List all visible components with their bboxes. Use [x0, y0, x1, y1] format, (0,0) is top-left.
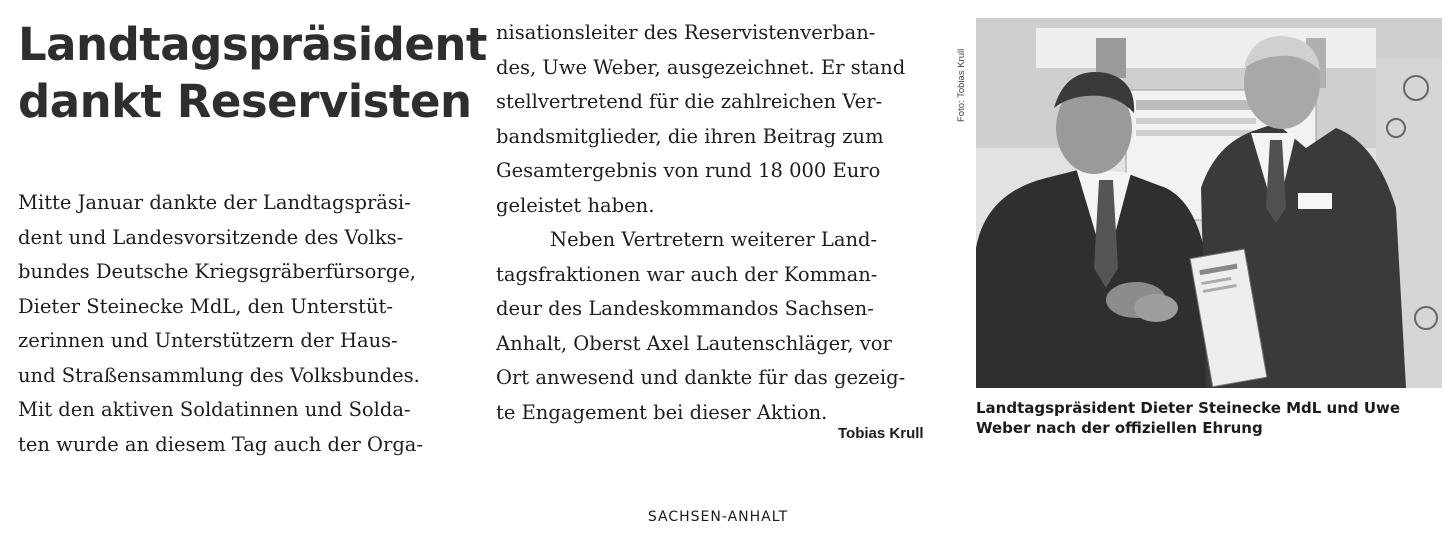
text-line: Ort anwesend und dankte für das gezeig-	[496, 366, 906, 389]
text-line: dent und Landesvorsitzende des Volks-	[18, 225, 404, 249]
text-line: bandsmitglieder, die ihren Beitrag zum	[496, 124, 884, 148]
byline: Tobias Krull	[838, 425, 924, 442]
text-line: des, Uwe Weber, ausgezeichnet. Er stand	[496, 55, 906, 79]
text-line: nisationsleiter des Reservistenverban-	[496, 21, 876, 44]
text-line: bundes Deutsche Kriegsgräberfürsorge,	[18, 260, 416, 283]
text-line: tagsfraktionen war auch der Komman-	[496, 262, 878, 286]
text-line: und Straßensammlung des Volksbundes.	[18, 363, 420, 387]
text-line: Mitte Januar dankte der Landtagspräsi-	[18, 191, 411, 214]
caption-line: Weber nach der offiziellen Ehrung	[976, 419, 1263, 437]
text-line: Mit den aktiven Soldatinnen und Solda-	[18, 398, 411, 421]
article-column-1	[18, 186, 468, 462]
article-photo	[976, 18, 1442, 388]
photo-credit: Foto: Tobias Krull	[956, 48, 967, 122]
text-line: Gesamtergebnis von rund 18 000 Euro	[496, 159, 881, 182]
article-column-2	[496, 16, 946, 430]
headline-line-1: Landtagspräsident	[18, 18, 487, 71]
text-line: te Engagement bei dieser Aktion.	[496, 400, 828, 424]
text-line: geleistet haben.	[496, 193, 655, 217]
text-line: stellvertretend für die zahlreichen Ver-	[496, 90, 883, 113]
text-line: Dieter Steinecke MdL, den Unterstüt-	[18, 294, 393, 318]
photo-caption	[976, 398, 1446, 438]
headline-line-2: dankt Reservisten	[18, 75, 472, 128]
text-line: deur des Landeskommandos Sachsen-	[496, 297, 874, 320]
headline	[18, 16, 487, 130]
caption-line: Landtagspräsident Dieter Steinecke MdL und Uwe	[976, 399, 1401, 417]
text-line: ten wurde an diesem Tag auch der Orga-	[18, 432, 424, 456]
text-line: Anhalt, Oberst Axel Lautenschläger, vor	[496, 331, 892, 355]
text-line: Neben Vertretern weiterer Land-	[550, 228, 878, 251]
text-line: zerinnen und Unterstützern der Haus-	[18, 329, 398, 352]
section-footer: SACHSEN-ANHALT	[647, 509, 789, 525]
